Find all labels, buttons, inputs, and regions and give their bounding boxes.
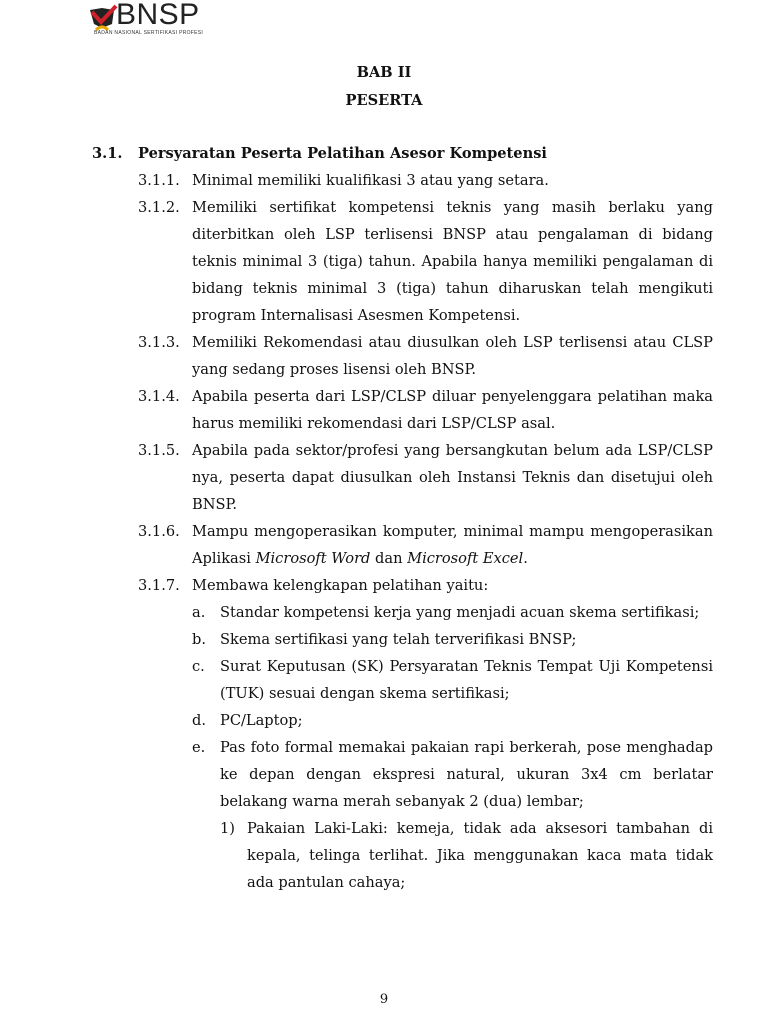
item-letter: c. [192,658,205,675]
item-letter: a. [192,604,206,621]
item-text: Surat Keputusan (SK) Persyaratan Teknis Tempat Uji Kompetensi (TUK) sesuai dengan skema sertifikasi; [220,658,713,702]
item-text [192,518,713,572]
item-text: PC/Laptop; [220,712,303,729]
item-text-part: Mampu mengoperasikan komputer, minimal mampu mengoperasikan Aplikasi [192,523,713,567]
sub-list-item [92,653,713,707]
sub-list-item [92,599,713,626]
item-number: 3.1.1. [138,172,180,189]
section-number: 3.1. [92,145,123,162]
item-letter: b. [192,631,206,648]
item-text: Standar kompetensi kerja yang menjadi acuan skema sertifikasi; [220,604,700,621]
item-number: 3.1.7. [138,577,180,594]
section-heading [92,140,713,167]
item-letter: e. [192,739,206,756]
item-number: 3.1.4. [138,388,180,405]
list-item [92,194,713,329]
sub-list-item [92,626,713,653]
item-number: 1) [220,820,235,837]
list-item [92,572,713,599]
item-text: Memiliki Rekomendasi atau diusulkan oleh LSP terlisensi atau CLSP yang sedang proses lisensi oleh BNSP. [192,334,713,378]
item-text: Apabila pada sektor/profesi yang bersangkutan belum ada LSP/CLSP nya, peserta dapat diusulkan oleh Instansi Teknis dan disetujui oleh BNSP. [192,442,713,513]
item-text-part: . [523,550,528,567]
chapter-title: PESERTA [345,92,423,109]
item-text: Skema sertifikasi yang telah terverifikasi BNSP; [220,631,577,648]
item-letter: d. [192,712,206,729]
app-name: Microsoft Excel [407,550,524,567]
list-item [92,167,713,194]
list-item [92,383,713,437]
list-item [92,518,713,572]
item-text: Membawa kelengkapan pelatihan yaitu: [192,577,489,594]
item-number: 3.1.5. [138,442,180,459]
document-body [92,140,713,896]
item-text: Minimal memiliki kualifikasi 3 atau yang setara. [192,172,549,189]
sub-list-item [92,707,713,734]
app-name: Microsoft Word [255,550,371,567]
item-number: 3.1.2. [138,199,180,216]
section-title: Persyaratan Peserta Pelatihan Asesor Kompetensi [138,145,547,162]
item-number: 3.1.3. [138,334,180,351]
logo-subtitle: BADAN NASIONAL SERTIFIKASI PROFESI [94,30,204,36]
chapter-label: BAB II [356,64,412,81]
page-number: 9 [379,992,389,1007]
item-number: 3.1.6. [138,523,180,540]
list-item [92,329,713,383]
item-text: Apabila peserta dari LSP/CLSP diluar penyelenggara pelatihan maka harus memiliki rekomendasi dari LSP/CLSP asal. [192,388,713,432]
item-text: Pas foto formal memakai pakaian rapi berkerah, pose menghadap ke depan dengan ekspresi natural, ukuran 3x4 cm berlatar belakang warna merah sebanyak 2 (dua) lembar; [220,739,713,810]
item-text: Pakaian Laki-Laki: kemeja, tidak ada aksesori tambahan di kepala, telinga terlihat. Jika menggunakan kaca mata tidak ada pantulan cahaya; [247,820,713,891]
bnsp-logo [88,2,218,38]
item-text: Memiliki sertifikat kompetensi teknis yang masih berlaku yang diterbitkan oleh LSP terlisensi BNSP atau pengalaman di bidang teknis minimal 3 (tiga) tahun. Apabila hanya memiliki pengalaman di bidang teknis minimal 3 (tiga) tahun diharuskan telah mengikuti program Internalisasi Asesmen Kompetensi. [192,199,713,324]
sub-sub-list-item [92,815,713,896]
sub-list-item [92,734,713,815]
item-text-part: dan [370,550,408,567]
list-item [92,437,713,518]
logo-text: BNSP [116,0,200,31]
